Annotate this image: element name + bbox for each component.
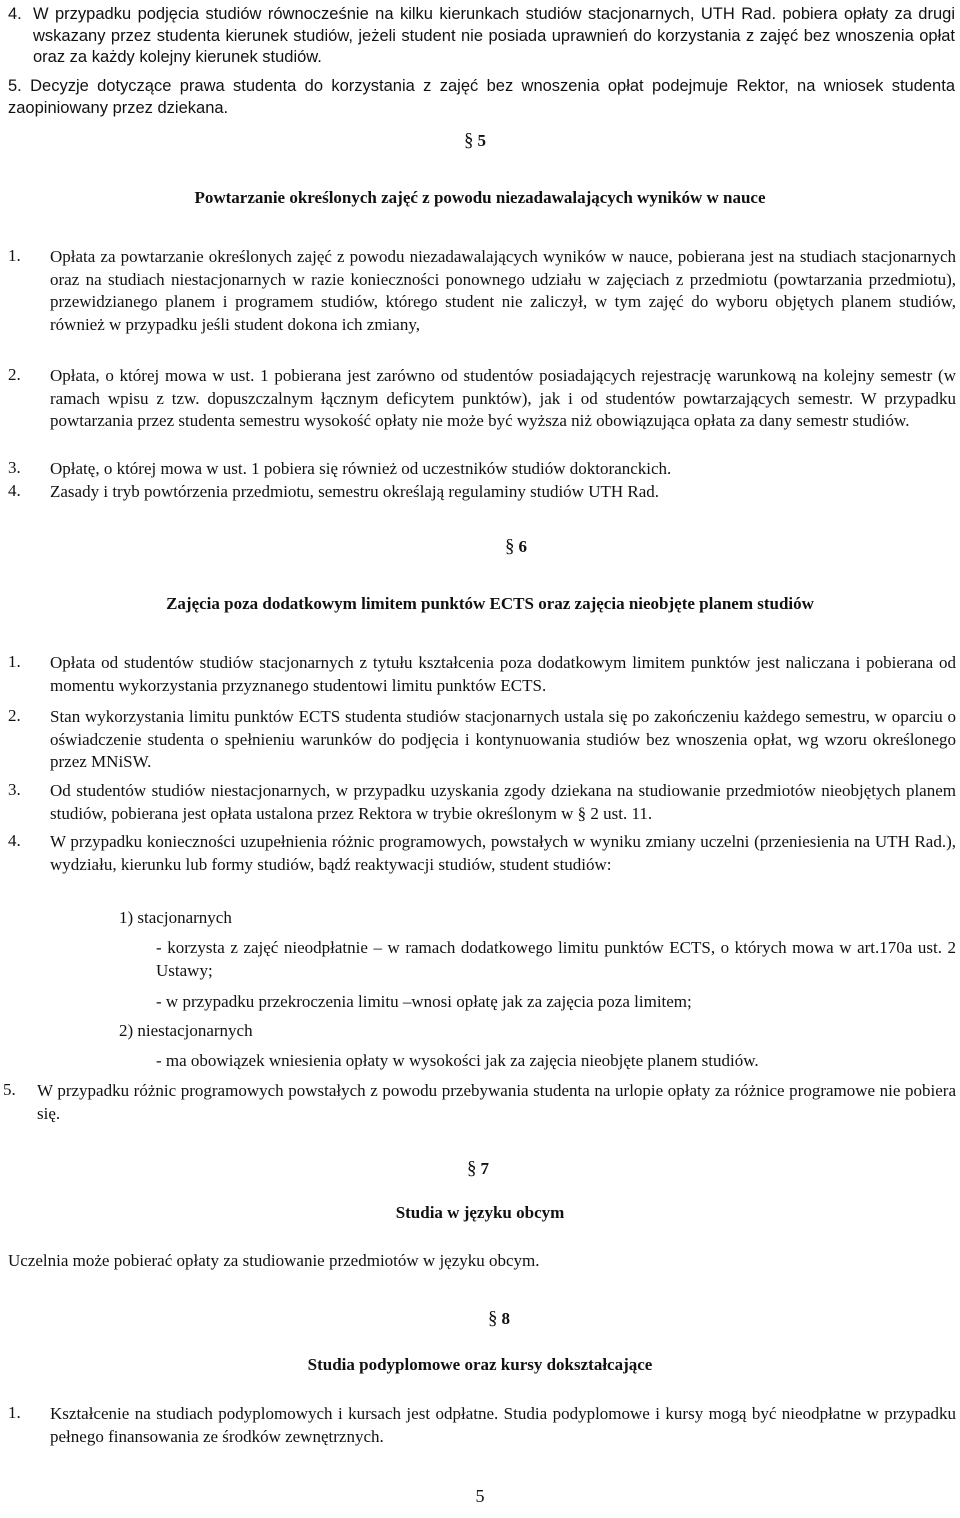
section-5-marker xyxy=(464,130,486,152)
s5-item-3-text: Opłatę, o której mowa w ust. 1 pobiera się również od uczestników studiów doktoranckich. xyxy=(50,459,672,478)
section-6-heading: Zajęcia poza dodatkowym limitem punktów ECTS oraz zajęcia nieobjęte planem studiów xyxy=(166,594,814,613)
s6-item-3-number: 3. xyxy=(8,780,21,799)
paragraph-5-text: 5. Decyzje dotyczące prawa studenta do korzystania z zajęć bez wnoszenia opłat podejmuje Rektor, na wniosek studenta zaopiniowany przez dziekana. xyxy=(8,77,955,117)
s5-item-1-text: Opłata za powtarzanie określonych zajęć z powodu niezadawalających wyników w nauce, pobierana jest na studiach stacjonarnych oraz na studiach niestacjonarnych w razie konieczności ponownego udziału w zajęciach z przedmiotu (powtarzania przedmiotu), przewidzianego planem i programem studiów, którego student nie zaliczył, w tym zajęć do wyboru objętych planem studiów, również w przypadku jeśli student dokona ich zmiany, xyxy=(50,247,956,334)
s6-sub-1-line-2: - w przypadku przekroczenia limitu –wnosi opłatę jak za zajęcia poza limitem; xyxy=(156,992,692,1011)
section-7-text: Uczelnia może pobierać opłaty za studiowanie przedmiotów w języku obcym. xyxy=(8,1251,540,1270)
section-symbol: § xyxy=(505,536,515,557)
s6-sub-2-line-1: - ma obowiązek wniesienia opłaty w wysokości jak za zajęcia nieobjęte planem studiów. xyxy=(156,1051,759,1070)
section-number: 8 xyxy=(501,1309,510,1328)
section-5-heading: Powtarzanie określonych zajęć z powodu niezadawalających wyników w nauce xyxy=(194,188,766,207)
s5-item-1-number: 1. xyxy=(8,246,21,265)
section-number: 6 xyxy=(518,537,527,556)
section-8-marker xyxy=(488,1308,510,1330)
section-number: 7 xyxy=(480,1159,489,1178)
page-number: 5 xyxy=(475,1486,485,1506)
section-number: 5 xyxy=(477,131,486,150)
s6-item-2-number: 2. xyxy=(8,706,21,725)
s6-item-5-number: 5. xyxy=(3,1080,16,1099)
section-7-marker xyxy=(467,1158,489,1180)
section-7-heading: Studia w języku obcym xyxy=(395,1203,565,1222)
s5-item-2-text: Opłata, o której mowa w ust. 1 pobierana jest zarówno od studentów posiadających rejestrację warunkową na kolejny semestr (w ramach wpisu z tzw. dopuszczalnym łącznym deficytem punktów), jak i od studentów powtarzających semestr. W przypadku powtarzania przez studenta semestru wysokość opłaty nie może być wyższa niż obowiązująca opłata za dany semestr studiów. xyxy=(50,366,956,430)
section-symbol: § xyxy=(464,130,474,151)
section-symbol: § xyxy=(467,1158,477,1179)
s5-item-4-number: 4. xyxy=(8,481,21,500)
s5-item-4-text: Zasady i tryb powtórzenia przedmiotu, semestru określają regulaminy studiów UTH Rad. xyxy=(50,482,660,501)
s6-item-1-text: Opłata od studentów studiów stacjonarnych z tytułu kształcenia poza dodatkowym limitem punktów jest naliczana i pobierana od momentu wykorzystania przyznanego studentowi limitu punktów ECTS. xyxy=(50,653,956,695)
section-symbol: § xyxy=(488,1308,498,1329)
s6-sub-1-line-1: - korzysta z zajęć nieodpłatnie – w ramach dodatkowego limitu punktów ECTS, o których mowa w art.170a ust. 2 Ustawy; xyxy=(156,938,956,980)
s5-item-3-number: 3. xyxy=(8,458,21,477)
s6-item-1-number: 1. xyxy=(8,652,21,671)
s6-item-3-text: Od studentów studiów niestacjonarnych, w przypadku uzyskania zgody dziekana na studiowanie przedmiotów nieobjętych planem studiów, pobierana jest opłata ustalona przez Rektora w trybie określonym w § 2 ust. 11. xyxy=(50,781,956,823)
s6-item-5-text: W przypadku różnic programowych powstałych z powodu przebywania studenta na urlopie opłaty za różnice programowe nie pobiera się. xyxy=(37,1081,956,1123)
s6-item-4-text: W przypadku konieczności uzupełnienia różnic programowych, powstałych w wyniku zmiany uczelni (przeniesienia na UTH Rad.), wydziału, kierunku lub formy studiów, bądź reaktywacji studiów, student studiów: xyxy=(50,832,956,874)
s5-item-2-number: 2. xyxy=(8,365,21,384)
s6-sub-1-label: 1) stacjonarnych xyxy=(119,908,232,927)
s8-item-1-text: Kształcenie na studiach podyplomowych i kursach jest odpłatne. Studia podyplomowe i kursy mogą być nieodpłatne w przypadku pełnego finansowania ze środków zewnętrznych. xyxy=(50,1404,956,1446)
s6-sub-2-label: 2) niestacjonarnych xyxy=(119,1021,253,1040)
section-8-heading: Studia podyplomowe oraz kursy dokształcające xyxy=(307,1355,653,1374)
paragraph-4-text: W przypadku podjęcia studiów równocześnie na kilku kierunkach studiów stacjonarnych, UTH Rad. pobiera opłaty za drugi wskazany przez studenta kierunek studiów, jeżeli student nie posiada uprawnień do korzystania z zajęć bez wnoszenia opłat oraz za każdy kolejny kierunek studiów. xyxy=(33,5,955,66)
section-6-marker xyxy=(505,536,527,558)
s6-item-4-number: 4. xyxy=(8,831,21,850)
paragraph-4-number: 4. xyxy=(8,5,22,23)
s8-item-1-number: 1. xyxy=(8,1403,21,1422)
s6-item-2-text: Stan wykorzystania limitu punktów ECTS studenta studiów stacjonarnych ustala się po zakończeniu każdego semestru, w oparciu o oświadczenie studenta o spełnieniu warunków do podjęcia i kontynuowania studiów bez wnoszenia opłat, wg wzoru określonego przez MNiSW. xyxy=(50,707,956,771)
